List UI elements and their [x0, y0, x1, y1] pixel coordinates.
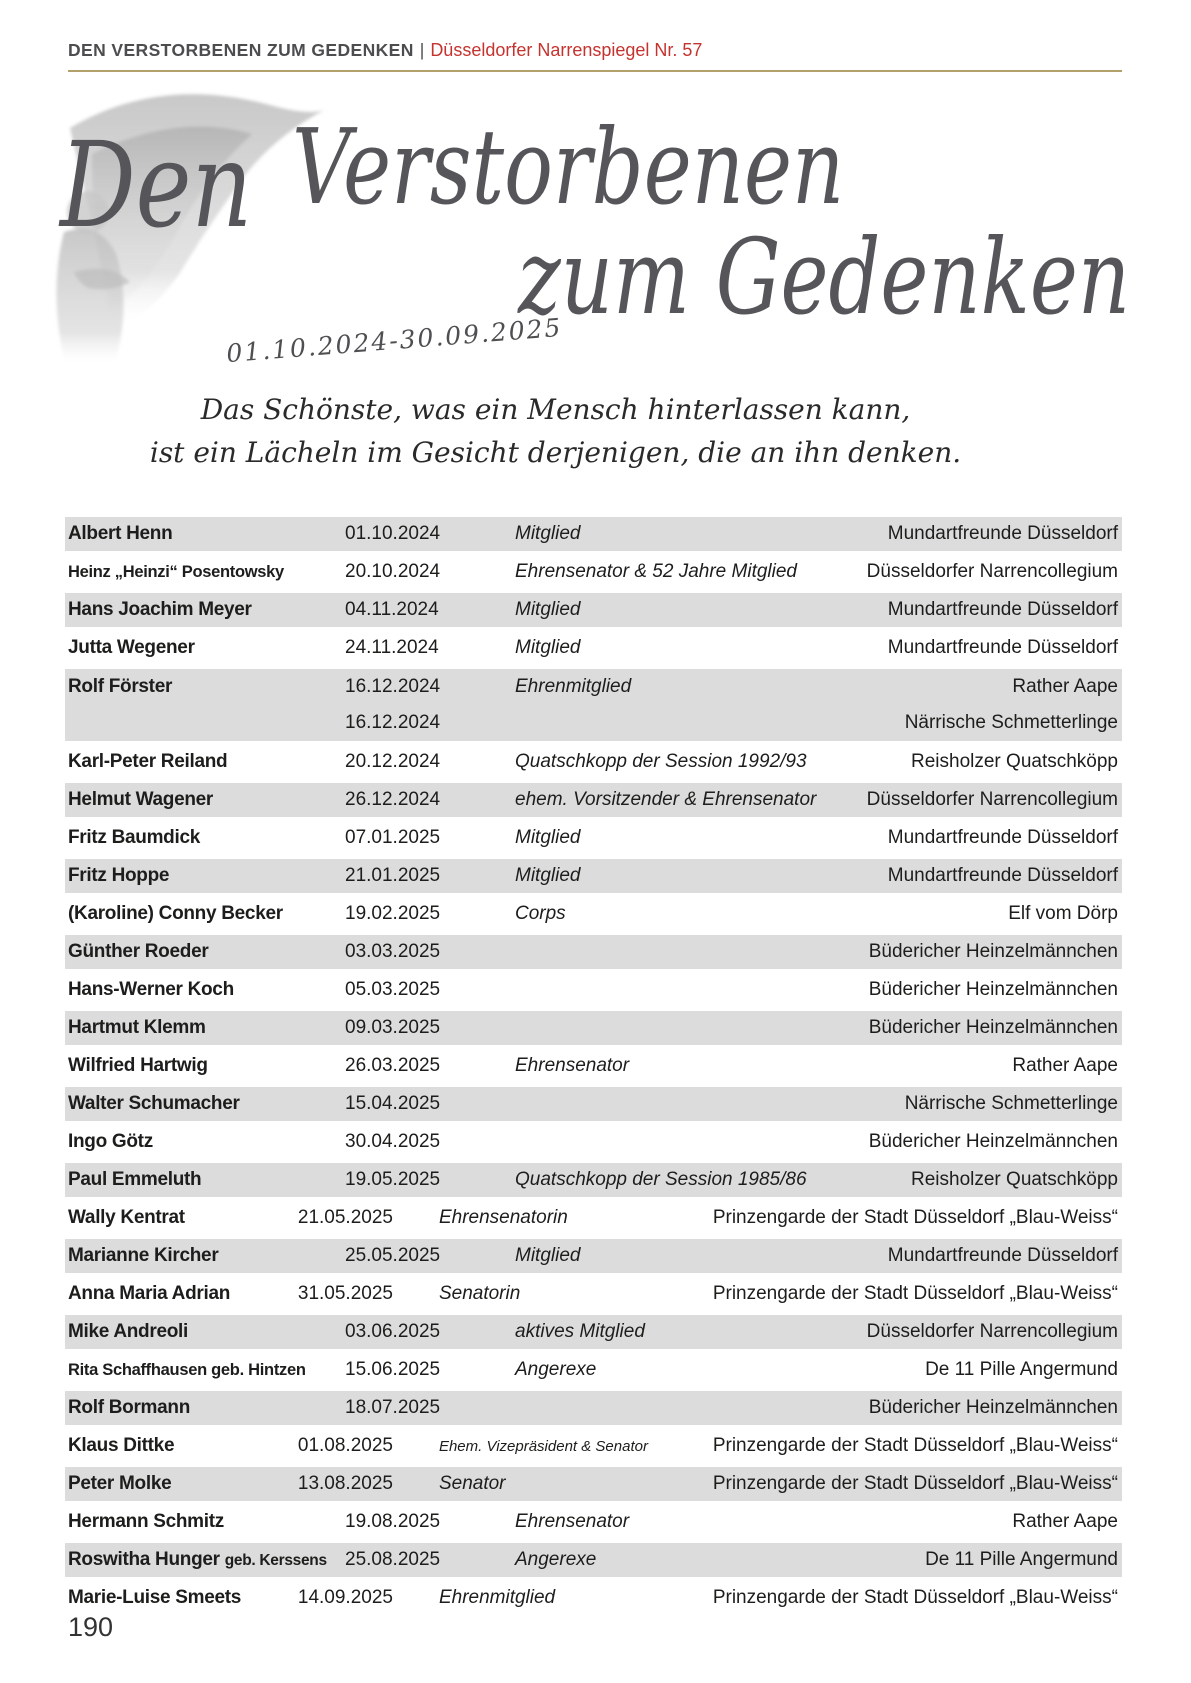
table-row	[65, 669, 1122, 741]
member-organization: Prinzengarde der Stadt Düsseldorf „Blau-Weiss“	[712, 1207, 1118, 1228]
table-row	[65, 1429, 1122, 1463]
deceased-name-text: Fritz Baumdick	[68, 827, 200, 848]
memorial-date-range: 01.10.2024-30.09.2025	[225, 312, 564, 369]
death-date: 30.04.2025	[345, 1131, 441, 1152]
header-separator: |	[419, 40, 425, 60]
member-organization: Prinzengarde der Stadt Düsseldorf „Blau-Weiss“	[712, 1473, 1118, 1494]
table-row-line	[65, 859, 1122, 893]
death-date: 19.08.2025	[345, 1511, 441, 1532]
member-organization: Büdericher Heinzelmännchen	[868, 1017, 1118, 1038]
member-role: Mitglied	[515, 865, 581, 886]
table-row	[65, 1315, 1122, 1349]
table-row-line	[65, 1391, 1122, 1425]
deceased-name	[68, 1549, 345, 1571]
member-organization: Mundartfreunde Düsseldorf	[887, 637, 1118, 658]
table-row-line	[65, 783, 1122, 817]
member-organization: Närrische Schmetterlinge	[904, 1093, 1118, 1114]
table-row	[65, 859, 1122, 893]
member-role: Angerexe	[515, 1549, 597, 1570]
member-role: Ehrensenator	[515, 1055, 630, 1076]
header-section-title: DEN VERSTORBENEN ZUM GEDENKEN	[68, 40, 414, 60]
death-date: 26.12.2024	[345, 789, 441, 810]
table-row	[65, 1163, 1122, 1197]
deceased-name	[68, 1169, 345, 1191]
deceased-name	[68, 1093, 345, 1115]
table-row-line	[65, 1011, 1122, 1045]
deceased-name-text: Rita Schaffhausen geb. Hintzen	[68, 1360, 306, 1379]
member-organization: Mundartfreunde Düsseldorf	[887, 1245, 1118, 1266]
table-row	[65, 1391, 1122, 1425]
deceased-name-text: Hartmut Klemm	[68, 1017, 206, 1038]
death-date: 21.01.2025	[345, 865, 441, 886]
member-organization: Rather Aape	[1012, 676, 1118, 697]
table-row-line	[65, 517, 1122, 551]
deceased-name	[68, 523, 345, 545]
memorial-table	[65, 517, 1122, 1619]
member-organization: Büdericher Heinzelmännchen	[868, 941, 1118, 962]
deceased-name	[68, 1017, 345, 1039]
member-organization: Mundartfreunde Düsseldorf	[887, 599, 1118, 620]
deceased-name-text: (Karoline) Conny Becker	[68, 903, 283, 924]
deceased-name-text: Mike Andreoli	[68, 1321, 188, 1342]
death-date: 16.12.2024	[345, 712, 441, 733]
deceased-name-text: Roswitha Hunger	[68, 1549, 220, 1570]
header-magazine-title: Düsseldorfer Narrenspiegel Nr. 57	[430, 40, 703, 60]
title-word-den: Den	[60, 116, 253, 254]
member-organization: Elf vom Dörp	[1008, 903, 1118, 924]
member-role: aktives Mitglied	[515, 1321, 645, 1342]
member-organization: Mundartfreunde Düsseldorf	[887, 827, 1118, 848]
quote-line-1: Das Schönste, was ein Mensch hinterlassen kann,	[200, 393, 911, 426]
table-row	[65, 1087, 1122, 1121]
table-row	[65, 1049, 1122, 1083]
table-row-line	[65, 1125, 1122, 1159]
deceased-name	[68, 1131, 345, 1153]
deceased-name	[68, 1511, 345, 1533]
deceased-name	[68, 599, 345, 621]
member-role: Angerexe	[515, 1359, 597, 1380]
death-date: 09.03.2025	[345, 1017, 441, 1038]
table-row	[65, 1353, 1122, 1387]
deceased-name-text: Günther Roeder	[68, 941, 209, 962]
member-role: Mitglied	[515, 523, 581, 544]
deceased-name	[68, 827, 345, 849]
deceased-name	[68, 1207, 298, 1229]
member-role: Ehrensenator	[515, 1511, 630, 1532]
member-organization: Büdericher Heinzelmännchen	[868, 979, 1118, 1000]
table-row-line	[65, 705, 1122, 741]
deceased-name	[68, 1587, 298, 1609]
member-organization: Reisholzer Quatschköpp	[911, 1169, 1118, 1190]
deceased-name-text: Marie-Luise Smeets	[68, 1587, 242, 1608]
table-row	[65, 745, 1122, 779]
member-organization: Närrische Schmetterlinge	[904, 712, 1118, 733]
deceased-name-text: Rolf Förster	[68, 676, 173, 697]
death-date: 15.04.2025	[345, 1093, 441, 1114]
member-organization: Düsseldorfer Narrencollegium	[866, 1321, 1118, 1342]
table-row-line	[65, 1505, 1122, 1539]
table-row	[65, 517, 1122, 551]
hero-title-block	[0, 88, 1191, 388]
table-row	[65, 593, 1122, 627]
deceased-name-text: Wally Kentrat	[68, 1207, 185, 1228]
table-row-line	[65, 973, 1122, 1007]
deceased-name-text: Anna Maria Adrian	[68, 1283, 231, 1304]
table-row-line	[65, 821, 1122, 855]
member-role: Senatorin	[438, 1283, 521, 1304]
table-row	[65, 1011, 1122, 1045]
deceased-name-suffix: geb. Kerssens	[224, 1552, 327, 1569]
death-date: 21.05.2025	[297, 1207, 393, 1228]
deceased-name-text: Rolf Bormann	[68, 1397, 191, 1418]
death-date: 01.08.2025	[297, 1435, 393, 1456]
member-organization: Düsseldorfer Narrencollegium	[866, 789, 1118, 810]
member-role: Ehem. Vizepräsident & Senator	[438, 1437, 648, 1455]
table-row	[65, 555, 1122, 589]
deceased-name-text: Heinz „Heinzi“ Posentowsky	[68, 562, 284, 581]
table-row-line	[65, 1315, 1122, 1349]
memorial-quote	[68, 388, 1043, 474]
table-row	[65, 1239, 1122, 1273]
member-organization: De 11 Pille Angermund	[925, 1359, 1118, 1380]
member-organization: Rather Aape	[1012, 1511, 1118, 1532]
member-organization: Reisholzer Quatschköpp	[911, 751, 1118, 772]
deceased-name	[68, 1361, 345, 1380]
death-date: 07.01.2025	[345, 827, 441, 848]
death-date: 24.11.2024	[345, 637, 439, 658]
member-organization: Prinzengarde der Stadt Düsseldorf „Blau-Weiss“	[712, 1283, 1118, 1304]
member-organization: Prinzengarde der Stadt Düsseldorf „Blau-Weiss“	[712, 1587, 1118, 1608]
table-row-line	[65, 1277, 1122, 1311]
deceased-name	[68, 865, 345, 887]
table-row	[65, 1201, 1122, 1235]
table-row	[65, 631, 1122, 665]
member-role: Ehrenmitglied	[438, 1587, 556, 1608]
deceased-name	[68, 1397, 345, 1419]
table-row-line	[65, 593, 1122, 627]
member-role: Ehrensenatorin	[438, 1207, 568, 1228]
deceased-name	[68, 1055, 345, 1077]
table-row-line	[65, 1543, 1122, 1577]
deceased-name	[68, 979, 345, 1001]
table-row-line	[65, 1049, 1122, 1083]
member-role: Ehrensenator & 52 Jahre Mitglied	[515, 561, 797, 582]
deceased-name	[68, 751, 345, 773]
deceased-name-text: Albert Henn	[68, 523, 173, 544]
deceased-name-text: Hermann Schmitz	[68, 1511, 224, 1532]
page-header	[68, 40, 1122, 61]
deceased-name-text: Klaus Dittke	[68, 1435, 175, 1456]
member-role: Mitglied	[515, 827, 581, 848]
member-role: Senator	[438, 1473, 506, 1494]
deceased-name-text: Paul Emmeluth	[68, 1169, 202, 1190]
deceased-name-text: Jutta Wegener	[68, 637, 195, 658]
death-date: 03.06.2025	[345, 1321, 441, 1342]
deceased-name	[68, 676, 345, 698]
member-organization: Büdericher Heinzelmännchen	[868, 1397, 1118, 1418]
death-date: 19.02.2025	[345, 903, 441, 924]
deceased-name	[68, 637, 345, 659]
deceased-name	[68, 941, 345, 963]
deceased-name-text: Helmut Wagener	[68, 789, 214, 810]
title-word-verstorbenen: Verstorbenen	[292, 106, 845, 228]
death-date: 03.03.2025	[345, 941, 441, 962]
deceased-name-text: Wilfried Hartwig	[68, 1055, 208, 1076]
deceased-name-text: Karl-Peter Reiland	[68, 751, 228, 772]
death-date: 20.12.2024	[345, 751, 441, 772]
member-organization: Düsseldorfer Narrencollegium	[866, 561, 1118, 582]
table-row-line	[65, 631, 1122, 665]
death-date: 05.03.2025	[345, 979, 441, 1000]
death-date: 25.08.2025	[345, 1549, 441, 1570]
member-role: Mitglied	[515, 599, 581, 620]
deceased-name	[68, 903, 345, 925]
death-date: 19.05.2025	[345, 1169, 441, 1190]
table-row-line	[65, 669, 1122, 705]
table-row-line	[65, 745, 1122, 779]
death-date: 16.12.2024	[345, 676, 441, 697]
table-row	[65, 897, 1122, 931]
deceased-name-text: Hans-Werner Koch	[68, 979, 234, 1000]
table-row	[65, 1543, 1122, 1577]
member-role: Corps	[515, 903, 566, 924]
member-organization: Prinzengarde der Stadt Düsseldorf „Blau-Weiss“	[712, 1435, 1118, 1456]
death-date: 18.07.2025	[345, 1397, 441, 1418]
table-row-line	[65, 1087, 1122, 1121]
table-row-line	[65, 1467, 1122, 1501]
deceased-name	[68, 1283, 298, 1305]
member-organization: Rather Aape	[1012, 1055, 1118, 1076]
deceased-name-text: Walter Schumacher	[68, 1093, 240, 1114]
death-date: 20.10.2024	[345, 561, 441, 582]
death-date: 13.08.2025	[297, 1473, 393, 1494]
death-date: 14.09.2025	[297, 1587, 393, 1608]
table-row-line	[65, 555, 1122, 589]
member-organization: Mundartfreunde Düsseldorf	[887, 523, 1118, 544]
title-word-zum-gedenken: zum Gedenken	[518, 216, 1131, 338]
table-row	[65, 1125, 1122, 1159]
member-organization: Mundartfreunde Düsseldorf	[887, 865, 1118, 886]
header-rule	[68, 70, 1122, 72]
table-row-line	[65, 1581, 1122, 1615]
table-row	[65, 783, 1122, 817]
member-role: Ehrenmitglied	[515, 676, 632, 697]
table-row	[65, 935, 1122, 969]
table-row	[65, 1277, 1122, 1311]
table-row-line	[65, 935, 1122, 969]
deceased-name-text: Peter Molke	[68, 1473, 172, 1494]
table-row	[65, 973, 1122, 1007]
member-role: Quatschkopp der Session 1985/86	[515, 1169, 807, 1190]
deceased-name-text: Fritz Hoppe	[68, 865, 170, 886]
table-row-line	[65, 1201, 1122, 1235]
member-role: ehem. Vorsitzender & Ehrensenator	[515, 789, 817, 810]
member-organization: Büdericher Heinzelmännchen	[868, 1131, 1118, 1152]
deceased-name-text: Marianne Kircher	[68, 1245, 219, 1266]
deceased-name-text: Ingo Götz	[68, 1131, 153, 1152]
member-role: Quatschkopp der Session 1992/93	[515, 751, 807, 772]
member-role: Mitglied	[515, 1245, 581, 1266]
table-row-line	[65, 1239, 1122, 1273]
deceased-name	[68, 1473, 298, 1495]
death-date: 31.05.2025	[297, 1283, 393, 1304]
deceased-name	[68, 1435, 298, 1457]
table-row	[65, 1505, 1122, 1539]
table-row-line	[65, 1163, 1122, 1197]
death-date: 01.10.2024	[345, 523, 441, 544]
death-date: 25.05.2025	[345, 1245, 441, 1266]
deceased-name	[68, 1245, 345, 1267]
table-row-line	[65, 1353, 1122, 1387]
death-date: 26.03.2025	[345, 1055, 441, 1076]
deceased-name-text: Hans Joachim Meyer	[68, 599, 252, 620]
deceased-name	[68, 1321, 345, 1343]
table-row-line	[65, 1429, 1122, 1463]
page-number: 190	[68, 1612, 114, 1642]
table-row	[65, 821, 1122, 855]
death-date: 15.06.2025	[345, 1359, 441, 1380]
death-date: 04.11.2024	[345, 599, 439, 620]
member-organization: De 11 Pille Angermund	[925, 1549, 1118, 1570]
deceased-name	[68, 789, 345, 811]
table-row	[65, 1467, 1122, 1501]
member-role: Mitglied	[515, 637, 581, 658]
table-row	[65, 1581, 1122, 1615]
table-row-line	[65, 897, 1122, 931]
deceased-name	[68, 563, 345, 582]
quote-line-2: ist ein Lächeln im Gesicht derjenigen, die an ihn denken.	[149, 436, 962, 469]
